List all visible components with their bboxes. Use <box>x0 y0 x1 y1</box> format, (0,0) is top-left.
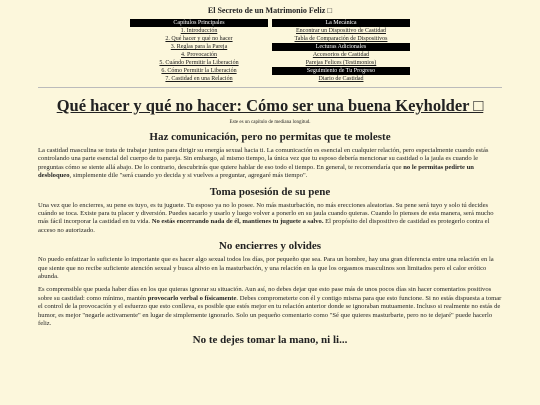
section-paragraph: No puedo enfatizar lo suficiente lo importante que es hacer algo sexual todos los días, por pequeño que sea. Para un hombre, hay una gran diferencia entre una relación en la que siente que no recibe suficiente atención sexual y busca alivio en la masturbación, y una relación en la que los orgasmos masculinos son limitados pero el calor erótico abunda. <box>38 256 494 281</box>
paragraph-emphasis: provocarlo verbal o físicamente <box>147 294 237 302</box>
section-heading-dont-forget: No encierres y olvides <box>218 240 322 253</box>
nav-link-chapter-6[interactable]: 6. Cómo Permitir la Liberación <box>161 68 237 74</box>
nav-link-find-device[interactable]: Encontrar un Dispositivo de Castidad <box>296 28 386 34</box>
nav-link-chapter-7[interactable]: 7. Castidad en una Relación <box>165 76 233 82</box>
nav-link-chapter-1[interactable]: 1. Introducción <box>180 28 218 34</box>
paragraph-text: El propósito del dispositivo de castidad es protegerlo contra el acceso no autorizado. <box>38 218 490 234</box>
paragraph-text: La castidad masculina se trata de trabajar juntos para dirigir su energía sexual hacia ti. La comunicación es esencial en cualquier relación, pero especialmente cuando estás controlando una parte esencial del cuerpo de tu pareja. Sin embargo, al mismo tiempo, la única vez que tu esposo debería mencionar su castidad o la jaula es cuando le preguntas cómo se siente allá abajo. De lo contrario, descubrirás que quiere hablar de eso todo el tiempo. En general, te recomendaría que <box>38 147 489 171</box>
nav-link-chapter-2[interactable]: 2. Qué hacer y qué no hacer <box>165 36 233 42</box>
nav-link-chapter-3[interactable]: 3. Reglas para la Pareja <box>170 44 228 50</box>
paragraph-text: Una vez que lo encierres, su pene es tuyo, es tu juguete. Tu esposo ya no lo posee. No más masturbación, no más erecciones aleatorias. Su pene será tuyo y solo tú decides cuándo se toca. Existe para tu placer y diversión. Puedes sacarlo y usarlo y luego volver a ponerlo en su jaula cuando quieras. Cuando lo pienses de esta manera, será mucho más fácil incorporar la castidad en tu vida. <box>38 201 494 226</box>
section-paragraph <box>38 286 502 328</box>
section-heading-possession: Toma posesión de su pene <box>209 185 331 198</box>
paragraph-emphasis: no le permitas pedirte un desbloqueo <box>38 163 474 180</box>
nav-header-progress: Seguimiento de Tu Progreso <box>272 67 410 75</box>
nav-left-column <box>130 19 268 83</box>
site-title: El Secreto de un Matrimonio Feliz □ <box>207 6 333 15</box>
section-paragraph <box>38 147 502 181</box>
nav-header-mechanics: La Mecánica <box>272 19 410 27</box>
divider <box>38 87 502 88</box>
nav-right-column <box>272 19 410 83</box>
nav-link-diary[interactable]: Diario de Castidad <box>318 76 364 82</box>
nav-link-chapter-5[interactable]: 5. Cuándo Permitir la Liberación <box>159 60 239 66</box>
nav-link-chapter-4[interactable]: 4. Provocación <box>181 52 217 58</box>
section-heading-communication: Haz comunicación, pero no permitas que te moleste <box>149 131 391 143</box>
nav-link-testimonials[interactable]: Parejas Felices (Testimonios) <box>305 60 377 66</box>
paragraph-text: Es comprensible que pueda haber días en los que quieras ignorar su situación. Aun así, no debes dejar que esto pase más de unos pocos días sin hacer comentarios positivos sobre su castidad: como mínimo, mantén <box>38 286 492 302</box>
paragraph-emphasis: No estás encerrando nada de él, mantienes tu juguete a salvo. <box>151 218 324 226</box>
nav-header-main-chapters: Capítulos Principales <box>130 19 268 27</box>
navigation-table <box>130 19 410 83</box>
next-section-heading-partial: No te dejes tomar la mano, ni li... <box>192 333 348 346</box>
paragraph-text: , simplemente dile "será cuando yo decida y si vuelves a preguntar, agregaré más tiempo". <box>69 172 308 180</box>
article-title: Qué hacer y qué no hacer: Cómo ser una buena Keyholder □ <box>56 96 484 115</box>
nav-link-compare-devices[interactable]: Tabla de Comparación de Dispositivos <box>294 36 388 42</box>
nav-header-additional-reading: Lecturas Adicionales <box>272 43 410 51</box>
nav-link-accessories[interactable]: Accesorios de Castidad <box>312 52 370 58</box>
article-byline: Este es un capítulo de mediana longitud. <box>229 120 311 125</box>
paragraph-text: . Debes comprometerte con él y contigo misma para que esto funcione. Si no estás dispuesta a tomar el control de la provocación y el esfuerzo que esto conlleva, es posible que estés mejor en tu relación anterior donde se ignoraban mutuamente. Incluso si realmente no estás de humor, es mejor "negarle activamente" en lugar de simplemente ignorarlo. Solo un pequeño comentario como "Sé que quieres masturbarte, pero no te dejaré" puede hacerlo feliz. <box>38 294 502 328</box>
section-paragraph <box>38 202 502 236</box>
